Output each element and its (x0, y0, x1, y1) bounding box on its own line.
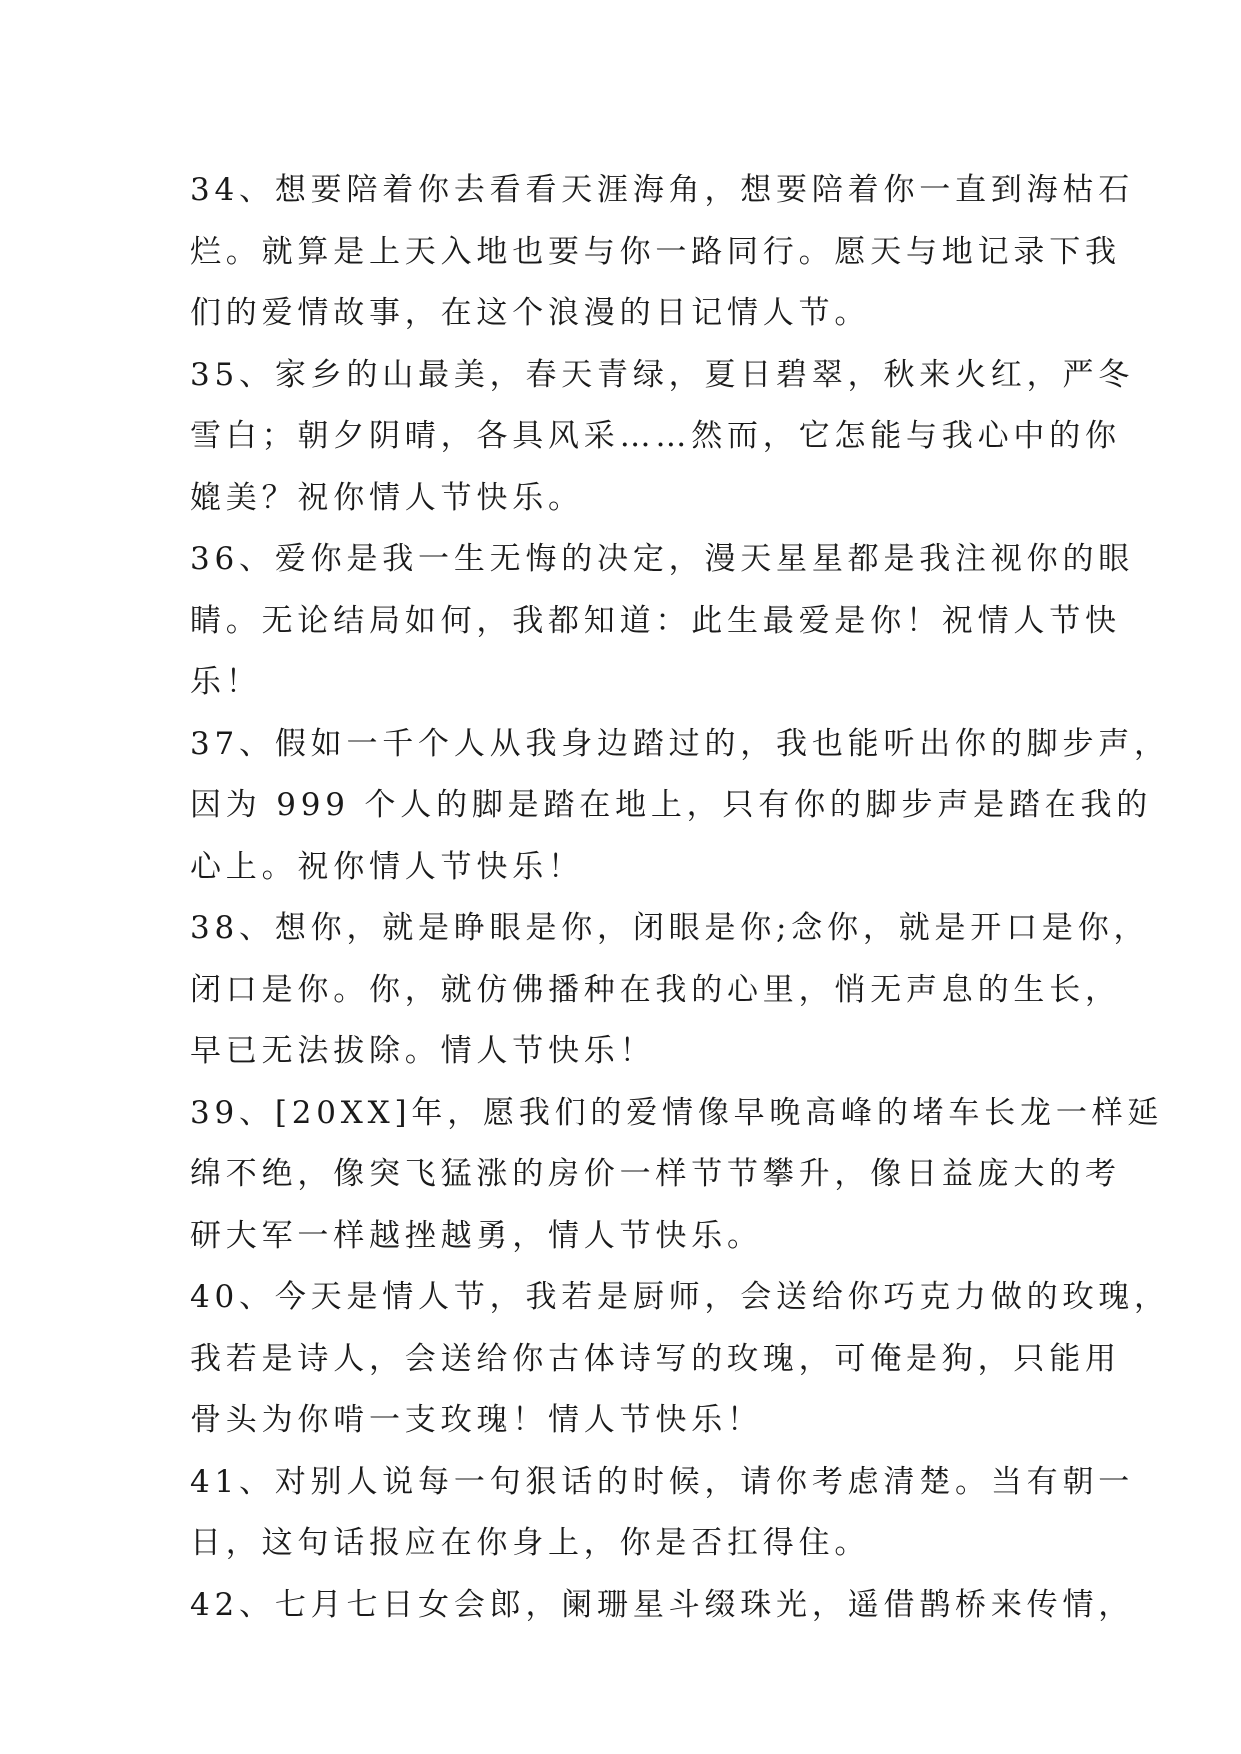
text-line: 37、假如一千个人从我身边踏过的，我也能听出你的脚步声， (190, 725, 1170, 762)
text-line: 乐！ (190, 664, 262, 700)
text-line: 雪白；朝夕阴晴，各具风采……然而，它怎能与我心中的你 (190, 418, 1121, 454)
text-line: 们的爱情故事，在这个浪漫的日记情人节。 (190, 295, 871, 331)
entry-40 (190, 1267, 1170, 1452)
entry-37 (190, 714, 1170, 899)
entry-41 (190, 1452, 1135, 1575)
text-line: 40、今天是情人节，我若是厨师，会送给你巧克力做的玫瑰， (190, 1279, 1170, 1315)
text-line: 研大军一样越挫越勇，情人节快乐。 (190, 1217, 763, 1254)
text-line: 烂。就算是上天入地也要与你一路同行。愿天与地记录下我 (190, 233, 1121, 270)
text-line: 日，这句话报应在你身上，你是否扛得住。 (190, 1525, 871, 1561)
text-line: 睛。无论结局如何，我都知道：此生最爱是你！祝情人节快 (190, 602, 1121, 639)
document-body (190, 160, 1170, 1636)
entry-42 (190, 1575, 1135, 1637)
text-line: 媲美？祝你情人节快乐。 (190, 479, 584, 516)
text-line: 早已无法拔除。情人节快乐！ (190, 1033, 656, 1069)
text-line: 36、爱你是我一生无悔的决定，漫天星星都是我注视你的眼 (190, 541, 1135, 577)
text-line: 心上。祝你情人节快乐！ (190, 848, 584, 885)
text-line: 骨头为你啃一支玫瑰！情人节快乐！ (190, 1402, 763, 1438)
entry-38 (190, 898, 1150, 1083)
text-line: 因为 999 个人的脚是踏在地上，只有你的脚步声是踏在我的 (190, 787, 1153, 823)
text-line: 41、对别人说每一句狠话的时候，请你考虑清楚。当有朝一 (190, 1463, 1135, 1500)
entry-35 (190, 345, 1135, 530)
text-line: 35、家乡的山最美，春天青绿，夏日碧翠，秋来火红，严冬 (190, 356, 1135, 393)
text-line: 我若是诗人，会送给你古体诗写的玫瑰，可俺是狗，只能用 (190, 1340, 1121, 1377)
entry-36 (190, 529, 1135, 714)
text-line: 39、[20XX]年，愿我们的爱情像早晚高峰的堵车长龙一样延 (190, 1094, 1164, 1131)
text-line: 闭口是你。你，就仿佛播种在我的心里，悄无声息的生长， (190, 971, 1121, 1008)
text-line: 42、七月七日女会郎，阑珊星斗缀珠光，遥借鹊桥来传情， (190, 1586, 1135, 1623)
entry-39 (190, 1083, 1164, 1268)
text-line: 绵不绝，像突飞猛涨的房价一样节节攀升，像日益庞大的考 (190, 1156, 1121, 1192)
text-line: 38、想你，就是睁眼是你，闭眼是你;念你，就是开口是你， (190, 910, 1150, 946)
entry-34 (190, 160, 1135, 345)
text-line: 34、想要陪着你去看看天涯海角，想要陪着你一直到海枯石 (190, 172, 1135, 208)
